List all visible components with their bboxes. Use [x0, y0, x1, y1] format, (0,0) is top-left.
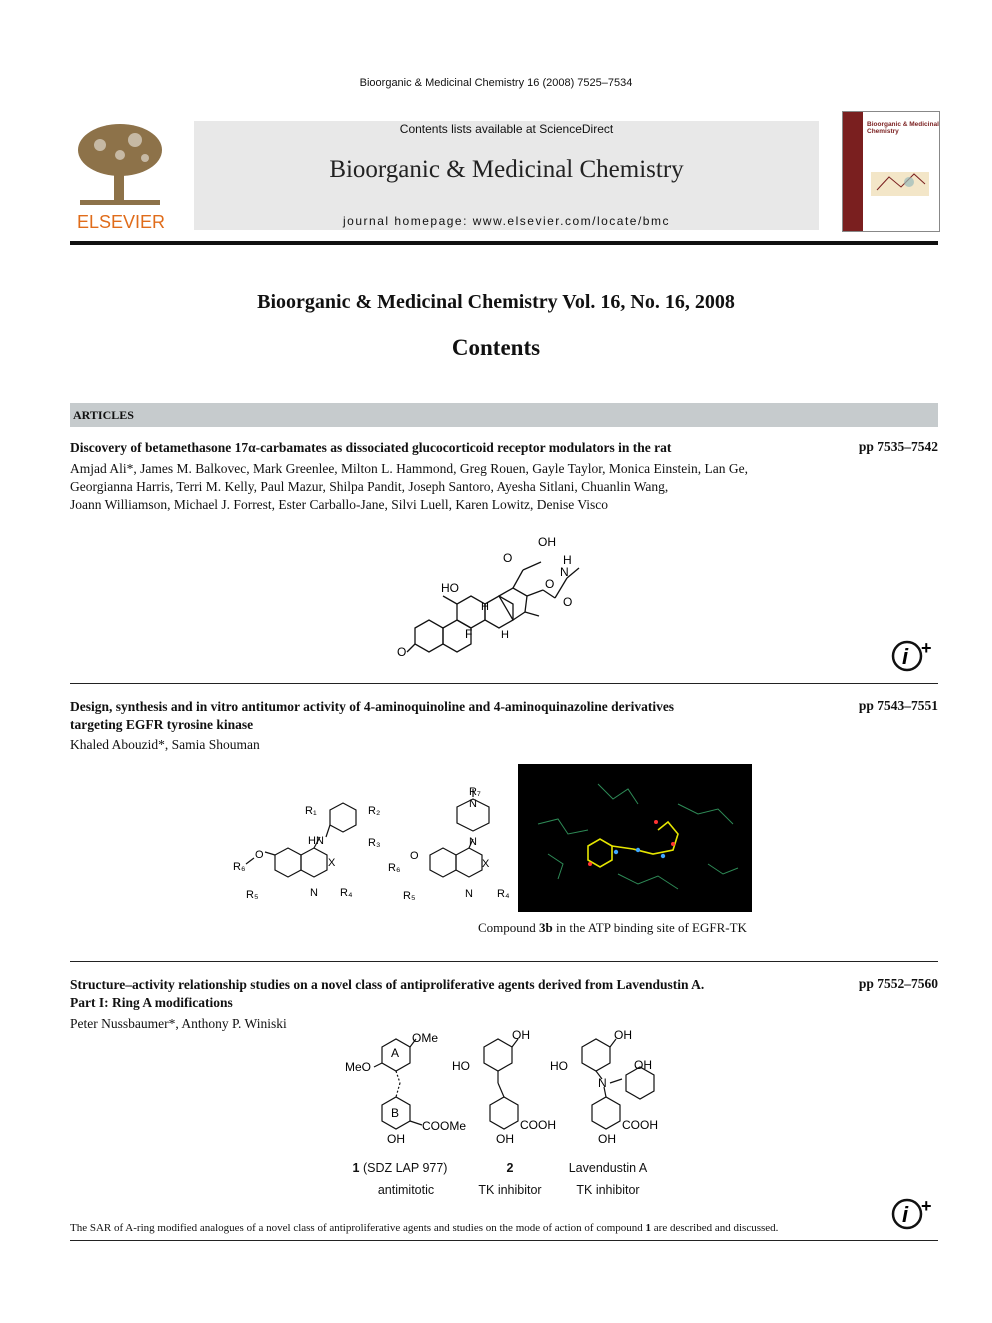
svg-text:COOH: COOH: [622, 1118, 658, 1132]
svg-text:N: N: [310, 887, 318, 899]
svg-text:R₇: R₇: [469, 786, 481, 798]
compound-activity: TK inhibitor: [576, 1183, 640, 1197]
section-label: ARTICLES: [73, 408, 134, 422]
svg-text:O: O: [545, 577, 555, 591]
article-pages: pp 7552–7560: [858, 976, 938, 991]
compound-name: Lavendustin A: [568, 1161, 648, 1175]
figure-caption: [478, 920, 747, 936]
quinoline-aniline-structure: [230, 790, 380, 905]
title-line: Structure–activity relationship studies on a novel class of antiproliferative agents derived from Lavendustin A.: [70, 977, 705, 992]
article-summary: [70, 1222, 900, 1234]
svg-text:HO: HO: [441, 581, 459, 595]
compound-label: [548, 1161, 668, 1175]
caption-compound: 3b: [539, 920, 553, 935]
svg-text:OH: OH: [496, 1132, 514, 1146]
svg-text:OH: OH: [598, 1132, 616, 1146]
svg-text:R₁: R₁: [305, 805, 317, 817]
article-separator: [70, 683, 938, 684]
svg-text:N: N: [465, 888, 473, 900]
cover-title: Bioorganic & Medicinal Chemistry: [867, 121, 939, 135]
article-authors: Peter Nussbaumer*, Anthony P. Winiski: [70, 1016, 287, 1031]
caption-text: in the ATP binding site of EGFR-TK: [552, 920, 747, 935]
svg-text:F: F: [465, 627, 473, 641]
compound-label: [340, 1161, 460, 1175]
title-line: targeting EGFR tyrosine kinase: [70, 717, 254, 732]
section-bar: [70, 403, 938, 427]
svg-text:OH: OH: [387, 1132, 405, 1146]
svg-text:+: +: [921, 1196, 932, 1216]
svg-text:OMe: OMe: [412, 1031, 439, 1045]
svg-text:O: O: [563, 595, 573, 609]
svg-text:OH: OH: [634, 1058, 652, 1072]
svg-text:O: O: [397, 645, 407, 659]
compound-activity: antimitotic: [377, 1183, 435, 1197]
svg-text:R₃: R₃: [368, 837, 380, 849]
svg-text:N: N: [598, 1076, 607, 1090]
authors-line: Georgianna Harris, Terri M. Kelly, Paul Mazur, Shilpa Pandit, Joseph Santoro, Ayesha Sitlani, Chuanlin Wang,: [70, 479, 669, 494]
article-separator: [70, 961, 938, 962]
header-rule: [70, 241, 938, 245]
svg-text:i: i: [902, 1202, 909, 1227]
contents-heading: Contents: [451, 335, 541, 360]
article-pages: pp 7535–7542: [858, 439, 938, 454]
svg-text:HO: HO: [550, 1059, 568, 1073]
svg-text:OH: OH: [512, 1028, 530, 1042]
caption-text: Compound: [478, 920, 540, 935]
svg-text:H: H: [501, 629, 509, 641]
article-pages: pp 7543–7551: [858, 698, 938, 713]
svg-text:R₅: R₅: [246, 889, 259, 901]
svg-text:H: H: [563, 553, 572, 567]
lavendustin-a-structure: [548, 1025, 678, 1150]
compound-number: 2: [506, 1161, 514, 1175]
publisher-wordmark: ELSEVIER: [76, 212, 166, 232]
svg-text:OH: OH: [538, 535, 556, 549]
elsevier-tree-logo: [70, 120, 172, 232]
svg-text:N: N: [560, 565, 569, 579]
journal-title: Bioorganic & Medicinal Chemistry: [329, 156, 684, 183]
betamethasone-structure: [395, 530, 595, 665]
svg-text:R₄: R₄: [497, 888, 510, 900]
quinoline-piperazine-structure: [385, 783, 525, 905]
svg-text:R₄: R₄: [340, 887, 353, 899]
svg-text:O: O: [503, 551, 513, 565]
availability-note: Contents lists available at ScienceDirect: [399, 122, 614, 136]
svg-text:O: O: [410, 850, 419, 862]
summary-compound: 1: [645, 1222, 652, 1234]
summary-text: The SAR of A-ring modified analogues of a novel class of antiproliferative agents and studies on the mode of action of compound: [70, 1222, 646, 1234]
svg-text:R₅: R₅: [403, 890, 416, 902]
docking-image: [518, 764, 752, 912]
svg-text:N: N: [469, 798, 477, 810]
journal-citation: Bioorganic & Medicinal Chemistry 16 (2008) 7525–7534: [359, 77, 633, 89]
info-plus-icon[interactable]: [890, 638, 938, 674]
compound-name: (SDZ LAP 977): [359, 1161, 448, 1175]
authors-line: Joann Williamson, Michael J. Forrest, Ester Carballo-Jane, Silvi Luell, Karen Lowitz, Denise Visco: [70, 497, 609, 512]
svg-text:R₆: R₆: [233, 861, 246, 873]
svg-text:A: A: [391, 1046, 400, 1060]
svg-text:COOH: COOH: [520, 1118, 556, 1132]
svg-text:+: +: [921, 638, 932, 658]
svg-text:COOMe: COOMe: [422, 1119, 467, 1133]
svg-text:N: N: [469, 836, 477, 848]
svg-text:O: O: [255, 849, 264, 861]
article-title[interactable]: [70, 698, 790, 734]
svg-text:MeO: MeO: [345, 1060, 372, 1074]
article-authors: Khaled Abouzid*, Samia Shouman: [70, 737, 260, 752]
svg-text:H: H: [481, 601, 489, 613]
svg-text:X: X: [328, 857, 336, 869]
title-line: Part I: Ring A modifications: [70, 995, 233, 1010]
svg-text:X: X: [482, 858, 490, 870]
compound-number: 1: [352, 1161, 360, 1175]
article-title[interactable]: [70, 976, 790, 1012]
svg-text:i: i: [902, 644, 909, 669]
svg-text:HO: HO: [452, 1059, 470, 1073]
article-authors: [70, 460, 830, 514]
authors-line: Amjad Ali*, James M. Balkovec, Mark Greenlee, Milton L. Hammond, Greg Rouen, Gayle Taylor, Monica Einstein, Lan Ge,: [70, 461, 748, 476]
journal-cover-thumbnail: [842, 111, 940, 232]
svg-text:B: B: [391, 1106, 400, 1120]
svg-text:OH: OH: [614, 1028, 632, 1042]
article-title[interactable]: Discovery of betamethasone 17α-carbamates as dissociated glucocorticoid receptor modulators in the rat: [70, 440, 672, 455]
svg-text:R₂: R₂: [368, 805, 380, 817]
volume-title: Bioorganic & Medicinal Chemistry Vol. 16, No. 16, 2008: [257, 291, 735, 313]
title-line: Design, synthesis and in vitro antitumor activity of 4-aminoquinoline and 4-aminoquinazoline derivatives: [70, 699, 675, 714]
svg-text:R₆: R₆: [388, 862, 401, 874]
svg-text:HN: HN: [308, 835, 324, 847]
summary-text: are described and discussed.: [651, 1222, 779, 1234]
homepage-link[interactable]: journal homepage: www.elsevier.com/locate/bmc: [343, 214, 670, 228]
compound-activity: TK inhibitor: [478, 1183, 542, 1197]
article-separator: [70, 1240, 938, 1241]
